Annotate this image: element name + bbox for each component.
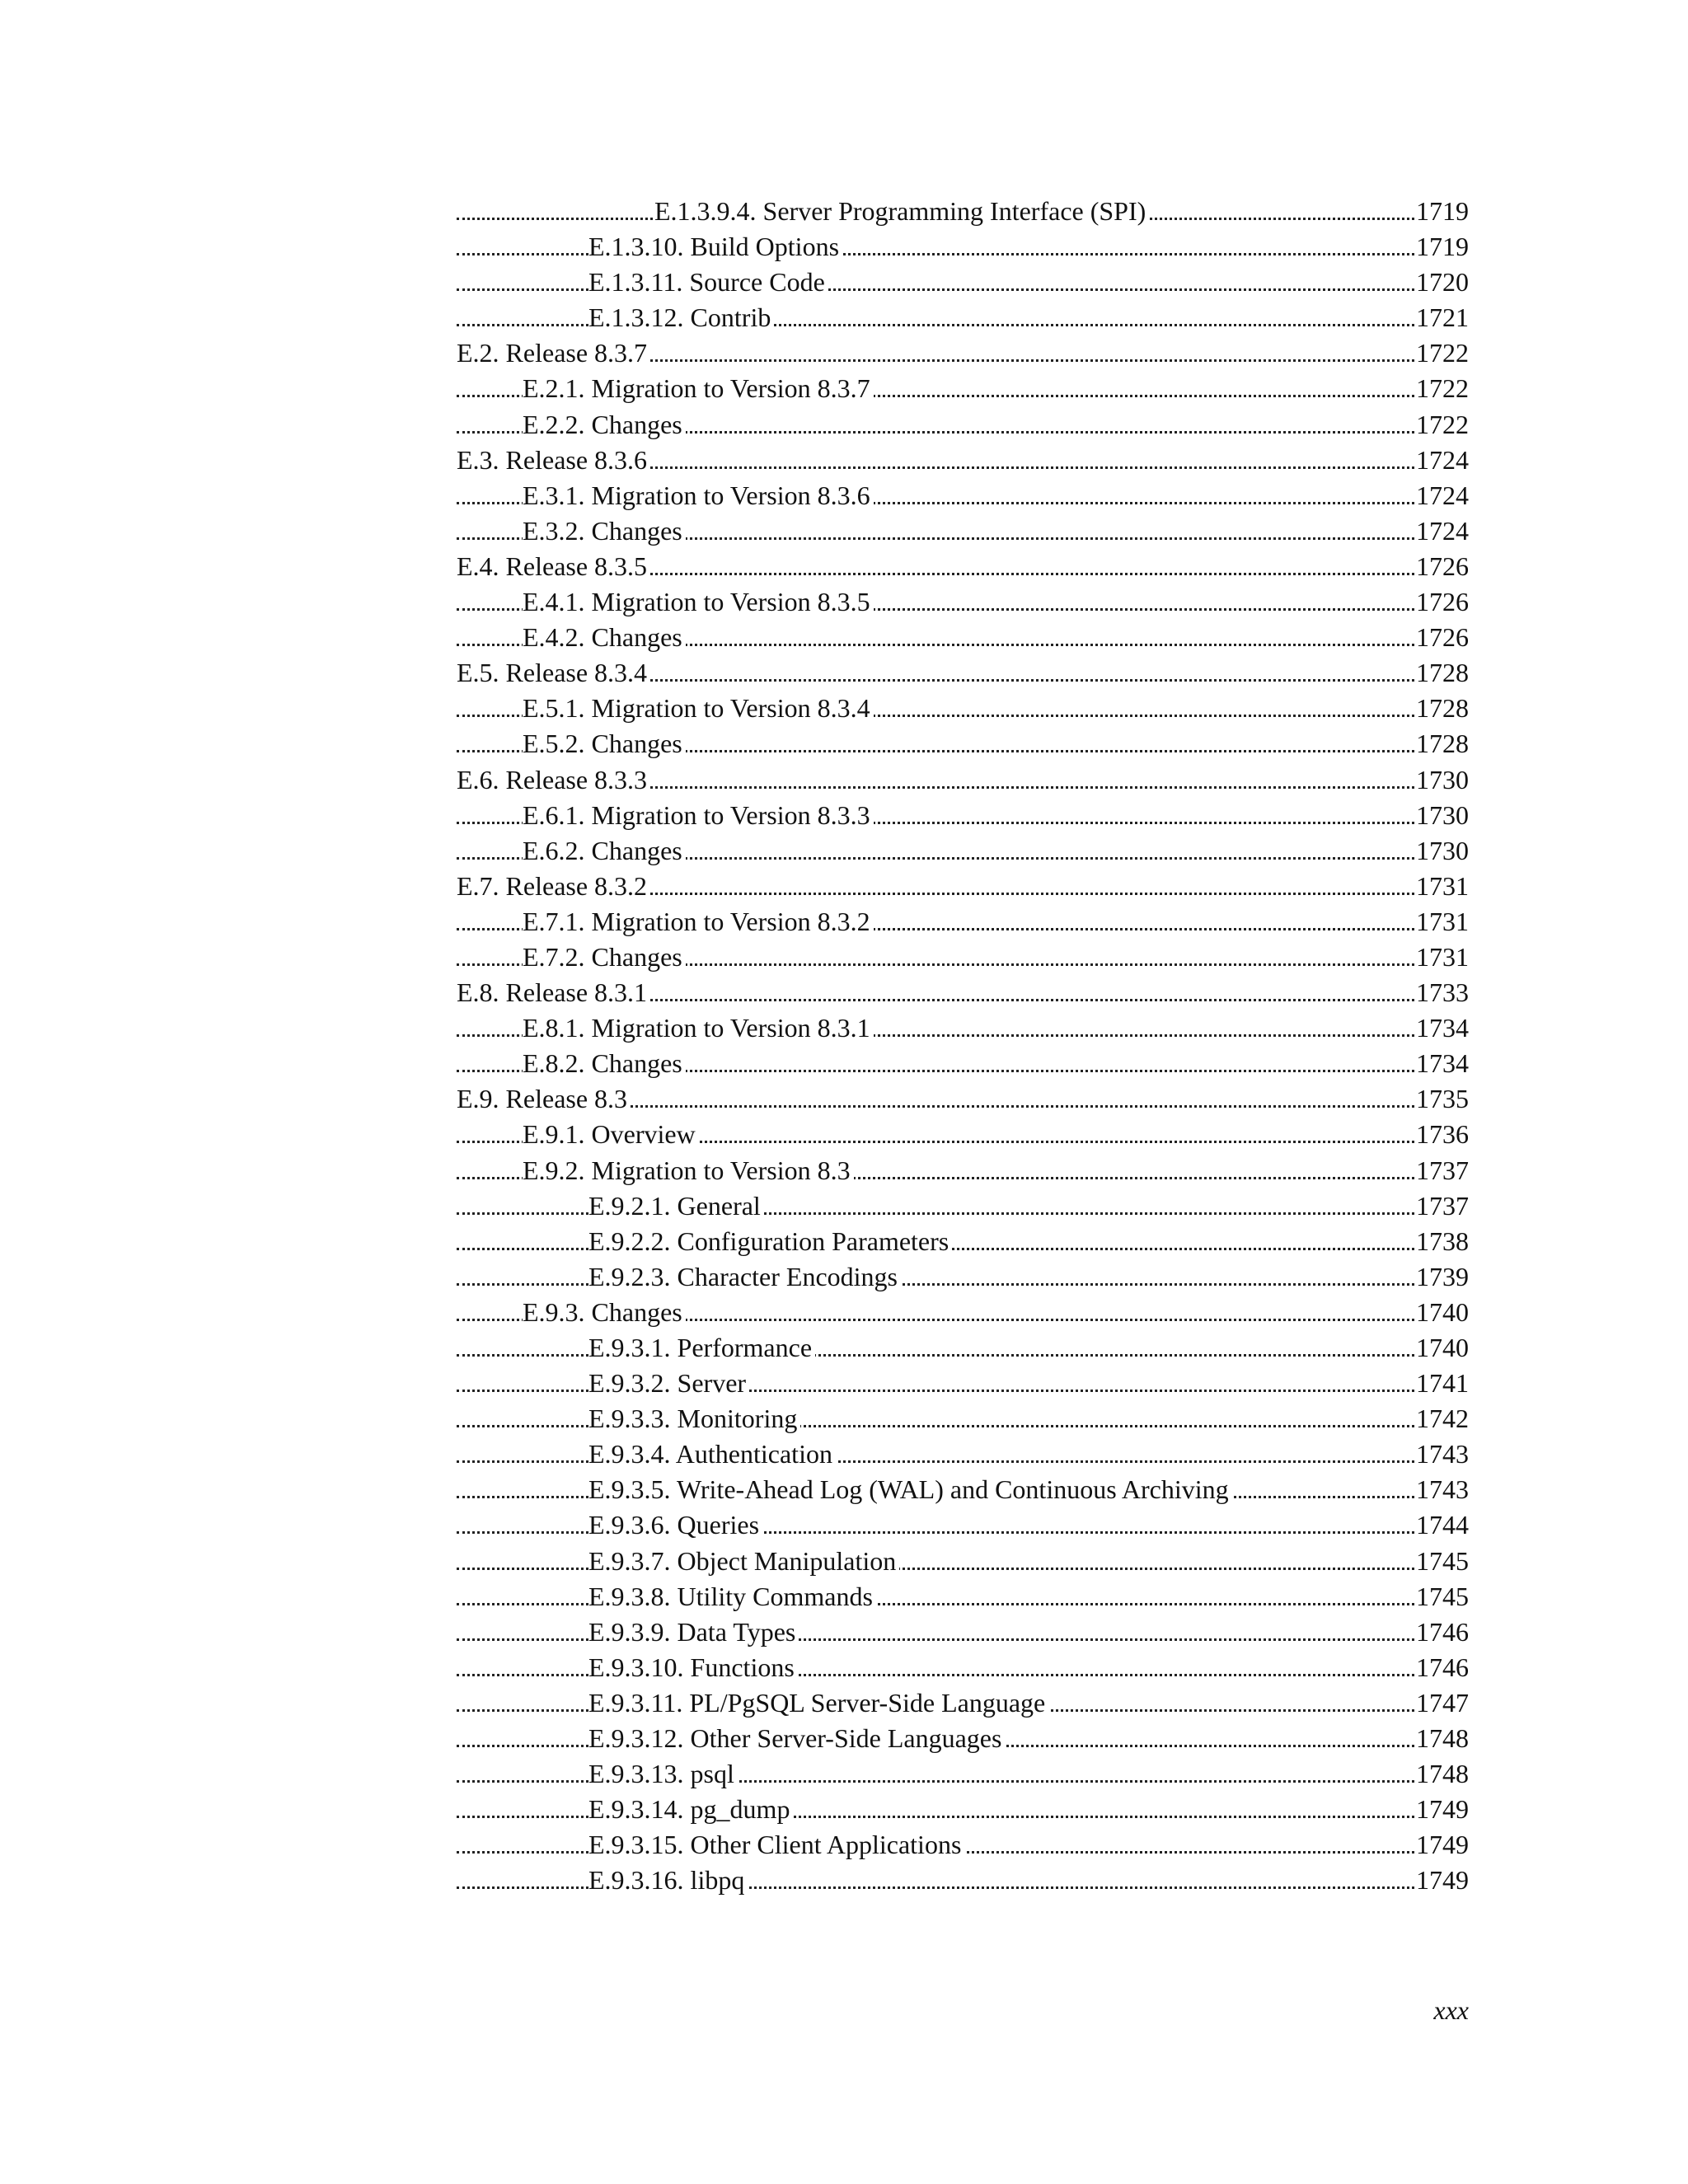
toc-entry-page-number: 1724 — [1414, 513, 1469, 549]
page-number-folio: xxx — [1433, 1995, 1469, 2025]
toc-entry-page-number: 1739 — [1414, 1259, 1469, 1295]
toc-entry-label: E.7. Release 8.3.2 — [457, 869, 650, 904]
toc-entry-label: E.9.3.3. Monitoring — [588, 1401, 800, 1436]
toc-entry-label: E.9.3.16. libpq — [588, 1863, 748, 1898]
toc-entry-label: E.9.3.13. psql — [588, 1756, 738, 1792]
toc-entry[interactable] — [457, 1117, 1469, 1152]
toc-entry[interactable] — [457, 1366, 1469, 1401]
toc-entry-page-number: 1728 — [1414, 655, 1469, 691]
toc-entry-label: E.1.3.10. Build Options — [588, 229, 842, 265]
toc-entry[interactable] — [457, 371, 1469, 406]
toc-entry-label: E.9.3.5. Write-Ahead Log (WAL) and Continuous Archiving — [588, 1472, 1232, 1507]
toc-entry-label: E.9.2.3. Character Encodings — [588, 1259, 901, 1295]
toc-entry-label: E.5. Release 8.3.4 — [457, 655, 650, 691]
toc-entry[interactable] — [457, 478, 1469, 513]
toc-entry-label: E.9.2. Migration to Version 8.3 — [523, 1153, 854, 1188]
toc-entry-page-number: 1745 — [1414, 1579, 1469, 1615]
toc-entry[interactable] — [457, 869, 1469, 904]
toc-entry-label: E.2.2. Changes — [523, 407, 686, 443]
toc-entry[interactable] — [457, 407, 1469, 443]
toc-entry-label: E.9.3.9. Data Types — [588, 1615, 799, 1650]
toc-entry-label: E.9.2.1. General — [588, 1188, 764, 1224]
toc-entry[interactable] — [457, 1224, 1469, 1259]
toc-entry[interactable] — [457, 691, 1469, 726]
toc-entry-label: E.9.3.11. PL/PgSQL Server-Side Language — [588, 1685, 1048, 1721]
toc-entry[interactable] — [457, 726, 1469, 762]
toc-entry-page-number: 1731 — [1414, 869, 1469, 904]
toc-entry-label: E.9.3.6. Queries — [588, 1507, 762, 1543]
toc-entry-label: E.4.1. Migration to Version 8.3.5 — [523, 584, 874, 620]
toc-entry-page-number: 1726 — [1414, 549, 1469, 584]
toc-entry-page-number: 1731 — [1414, 904, 1469, 940]
toc-entry-page-number: 1749 — [1414, 1827, 1469, 1863]
toc-entry[interactable] — [457, 265, 1469, 300]
toc-entry[interactable] — [457, 1827, 1469, 1863]
toc-entry-page-number: 1745 — [1414, 1544, 1469, 1579]
toc-entry[interactable] — [457, 1153, 1469, 1188]
toc-entry-label: E.1.3.12. Contrib — [588, 300, 774, 335]
toc-entry[interactable] — [457, 1863, 1469, 1898]
toc-entry-label: E.9.3.1. Performance — [588, 1330, 815, 1366]
toc-entry-page-number: 1733 — [1414, 975, 1469, 1010]
toc-entry-page-number: 1740 — [1414, 1295, 1469, 1330]
toc-entry[interactable] — [457, 513, 1469, 549]
toc-entry-page-number: 1728 — [1414, 691, 1469, 726]
toc-entry-page-number: 1734 — [1414, 1046, 1469, 1081]
toc-entry-page-number: 1719 — [1414, 194, 1469, 229]
toc-entry-label: E.9. Release 8.3 — [457, 1081, 631, 1117]
toc-entry[interactable] — [457, 443, 1469, 478]
toc-entry-page-number: 1746 — [1414, 1615, 1469, 1650]
toc-entry[interactable] — [457, 904, 1469, 940]
toc-entry-label: E.4. Release 8.3.5 — [457, 549, 650, 584]
toc-entry-label: E.6.1. Migration to Version 8.3.3 — [523, 798, 874, 833]
toc-entry-label: E.3. Release 8.3.6 — [457, 443, 650, 478]
toc-entry-page-number: 1740 — [1414, 1330, 1469, 1366]
toc-entry[interactable] — [457, 1650, 1469, 1685]
toc-entry-label: E.9.2.2. Configuration Parameters — [588, 1224, 952, 1259]
toc-entry-label: E.6. Release 8.3.3 — [457, 762, 650, 798]
toc-entry-label: E.1.3.9.4. Server Programming Interface (SPI) — [654, 194, 1149, 229]
toc-entry-page-number: 1734 — [1414, 1010, 1469, 1046]
toc-entry[interactable] — [457, 335, 1469, 371]
toc-entry-page-number: 1728 — [1414, 726, 1469, 762]
toc-entry-page-number: 1748 — [1414, 1721, 1469, 1756]
toc-entry[interactable] — [457, 584, 1469, 620]
toc-entry[interactable] — [457, 940, 1469, 975]
toc-entry-page-number: 1724 — [1414, 478, 1469, 513]
toc-entry[interactable] — [457, 1685, 1469, 1721]
toc-entry[interactable] — [457, 1259, 1469, 1295]
toc-entry[interactable] — [457, 1081, 1469, 1117]
toc-entry[interactable] — [457, 975, 1469, 1010]
toc-entry-page-number: 1749 — [1414, 1863, 1469, 1898]
toc-entry[interactable] — [457, 1401, 1469, 1436]
toc-entry-page-number: 1730 — [1414, 798, 1469, 833]
toc-entry-label: E.9.3.15. Other Client Applications — [588, 1827, 964, 1863]
toc-entry-page-number: 1730 — [1414, 762, 1469, 798]
toc-entry[interactable] — [457, 798, 1469, 833]
toc-entry-label: E.9.3.10. Functions — [588, 1650, 798, 1685]
toc-entry-label: E.3.2. Changes — [523, 513, 686, 549]
toc-entry[interactable] — [457, 1295, 1469, 1330]
toc-entry-label: E.9.3.4. Authentication — [588, 1436, 836, 1472]
toc-entry-page-number: 1731 — [1414, 940, 1469, 975]
toc-entry[interactable] — [457, 620, 1469, 655]
toc-entry-label: E.5.2. Changes — [523, 726, 686, 762]
toc-entry[interactable] — [457, 1756, 1469, 1792]
toc-entry[interactable] — [457, 1615, 1469, 1650]
toc-entry-page-number: 1726 — [1414, 620, 1469, 655]
toc-entry[interactable] — [457, 194, 1469, 229]
toc-entry-label: E.8.1. Migration to Version 8.3.1 — [523, 1010, 874, 1046]
toc-entry[interactable] — [457, 1721, 1469, 1756]
toc-entry-page-number: 1743 — [1414, 1472, 1469, 1507]
toc-entry-page-number: 1749 — [1414, 1792, 1469, 1827]
toc-entry-page-number: 1724 — [1414, 443, 1469, 478]
toc-entry[interactable] — [457, 1436, 1469, 1472]
toc-entry-page-number: 1735 — [1414, 1081, 1469, 1117]
toc-entry-page-number: 1722 — [1414, 371, 1469, 406]
toc-entry-page-number: 1741 — [1414, 1366, 1469, 1401]
toc-entry-label: E.9.3. Changes — [523, 1295, 686, 1330]
toc-entry-label: E.8.2. Changes — [523, 1046, 686, 1081]
toc-entry[interactable] — [457, 1472, 1469, 1507]
toc-entry-label: E.8. Release 8.3.1 — [457, 975, 650, 1010]
toc-entry[interactable] — [457, 1188, 1469, 1224]
toc-entry-label: E.5.1. Migration to Version 8.3.4 — [523, 691, 874, 726]
toc-entry-label: E.6.2. Changes — [523, 833, 686, 869]
toc-entry-page-number: 1719 — [1414, 229, 1469, 265]
table-of-contents — [457, 194, 1469, 1899]
toc-entry-label: E.7.1. Migration to Version 8.3.2 — [523, 904, 874, 940]
toc-entry[interactable] — [457, 1010, 1469, 1046]
toc-entry-page-number: 1721 — [1414, 300, 1469, 335]
toc-entry-page-number: 1746 — [1414, 1650, 1469, 1685]
toc-entry[interactable] — [457, 1330, 1469, 1366]
toc-entry-page-number: 1722 — [1414, 407, 1469, 443]
toc-entry[interactable] — [457, 1046, 1469, 1081]
toc-entry-page-number: 1737 — [1414, 1188, 1469, 1224]
toc-entry-page-number: 1748 — [1414, 1756, 1469, 1792]
toc-entry-page-number: 1737 — [1414, 1153, 1469, 1188]
toc-entry-label: E.4.2. Changes — [523, 620, 686, 655]
toc-entry-page-number: 1743 — [1414, 1436, 1469, 1472]
toc-entry-page-number: 1744 — [1414, 1507, 1469, 1543]
toc-entry-page-number: 1730 — [1414, 833, 1469, 869]
toc-entry-label: E.1.3.11. Source Code — [588, 265, 828, 300]
toc-entry-label: E.9.3.8. Utility Commands — [588, 1579, 876, 1615]
toc-entry-label: E.3.1. Migration to Version 8.3.6 — [523, 478, 874, 513]
toc-entry-label: E.7.2. Changes — [523, 940, 686, 975]
toc-entry[interactable] — [457, 549, 1469, 584]
toc-entry-label: E.9.3.7. Object Manipulation — [588, 1544, 899, 1579]
toc-entry-label: E.9.1. Overview — [523, 1117, 699, 1152]
toc-entry-label: E.9.3.14. pg_dump — [588, 1792, 793, 1827]
toc-entry-page-number: 1738 — [1414, 1224, 1469, 1259]
toc-entry-page-number: 1720 — [1414, 265, 1469, 300]
toc-entry[interactable] — [457, 833, 1469, 869]
toc-entry-page-number: 1726 — [1414, 584, 1469, 620]
toc-entry-label: E.2. Release 8.3.7 — [457, 335, 650, 371]
toc-entry-page-number: 1742 — [1414, 1401, 1469, 1436]
toc-entry-page-number: 1736 — [1414, 1117, 1469, 1152]
toc-entry[interactable] — [457, 1544, 1469, 1579]
toc-entry[interactable] — [457, 1579, 1469, 1615]
toc-entry-page-number: 1722 — [1414, 335, 1469, 371]
toc-entry-label: E.9.3.2. Server — [588, 1366, 749, 1401]
toc-entry-label: E.2.1. Migration to Version 8.3.7 — [523, 371, 874, 406]
toc-entry[interactable] — [457, 655, 1469, 691]
toc-entry[interactable] — [457, 1792, 1469, 1827]
toc-entry[interactable] — [457, 1507, 1469, 1543]
toc-entry-label: E.9.3.12. Other Server-Side Languages — [588, 1721, 1005, 1756]
toc-entry[interactable] — [457, 762, 1469, 798]
toc-entry[interactable] — [457, 229, 1469, 265]
toc-entry[interactable] — [457, 300, 1469, 335]
toc-entry-page-number: 1747 — [1414, 1685, 1469, 1721]
